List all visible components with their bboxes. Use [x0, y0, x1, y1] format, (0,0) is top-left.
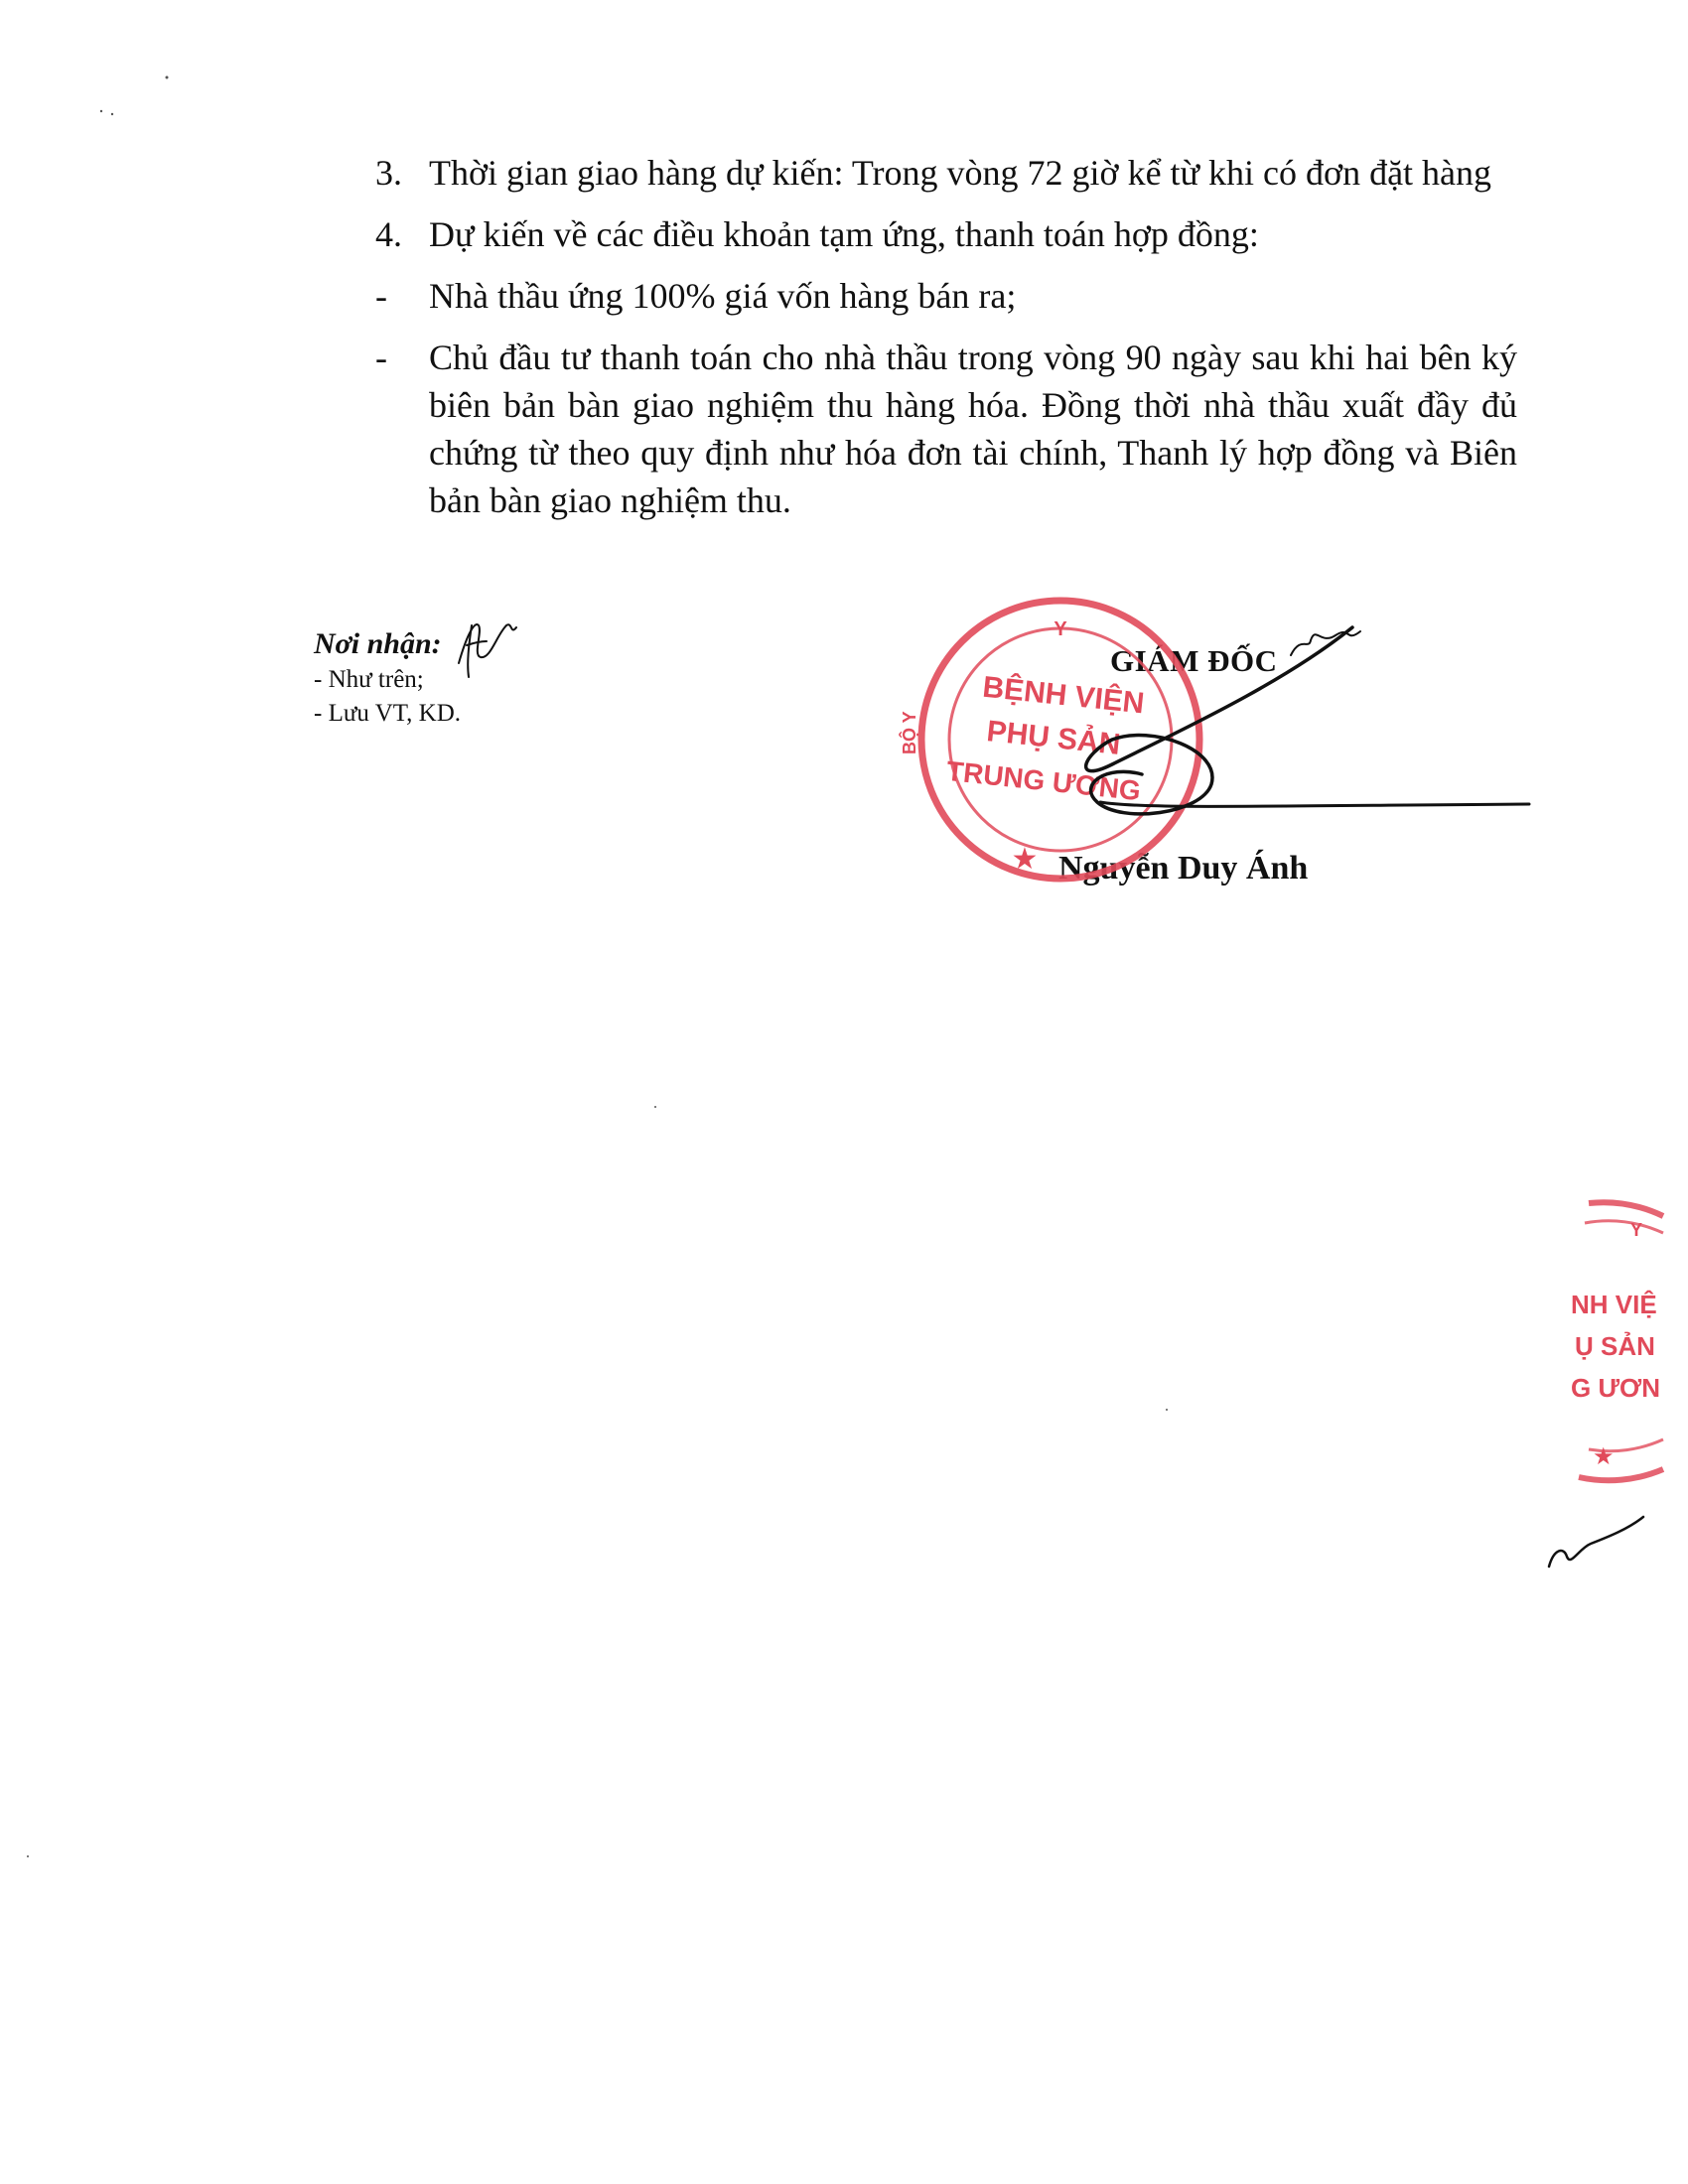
margin-initial-icon — [1549, 1517, 1643, 1567]
item-marker: 3. — [375, 153, 402, 193]
recipient-line: - Lưu VT, KD. — [314, 700, 462, 727]
item-text: Chủ đầu tư thanh toán cho nhà thầu trong vòng 90 ngày sau khi hai bên ký biên bản bàn giao nghiệm thu hàng hóa. Đồng thời nhà thầu xuất đầy đủ chứng từ theo quy định như hóa đơn tài chính, Thanh lý hợp đồng và Biên bản bàn giao nghiệm thu. — [429, 338, 1517, 520]
stamp-line-1: BỆNH VIỆN — [981, 670, 1146, 721]
item-marker: - — [375, 338, 387, 377]
list-item — [375, 149, 1517, 197]
partial-seal-icon — [1571, 1202, 1663, 1480]
official-seal-icon — [899, 601, 1199, 879]
svg-text:★: ★ — [1011, 843, 1039, 876]
item-text: Dự kiến về các điều khoản tạm ứng, thanh toán hợp đồng: — [429, 214, 1259, 254]
partial-stamp-line-1: NH VIỆ — [1571, 1290, 1657, 1319]
terms-list — [375, 149, 1517, 538]
stamp-line-2: PHỤ SẢN — [985, 715, 1122, 762]
partial-stamp-line-3: G ƯƠN — [1571, 1373, 1660, 1403]
list-item — [375, 210, 1517, 258]
item-text: Thời gian giao hàng dự kiến: Trong vòng 72 giờ kể từ khi có đơn đặt hàng — [429, 153, 1492, 193]
stamp-line-3: TRUNG ƯƠNG — [944, 754, 1143, 807]
recipients-block — [314, 625, 461, 731]
partial-stamp-line-2: Ụ SẢN — [1575, 1331, 1655, 1361]
recipient-line: - Như trên; — [314, 666, 424, 693]
svg-text:★: ★ — [1593, 1443, 1615, 1470]
item-marker: - — [375, 276, 387, 316]
svg-text:Y: Y — [1629, 1220, 1643, 1240]
svg-text:Y: Y — [1054, 618, 1067, 640]
list-item — [375, 334, 1517, 524]
stamp-ring-text: BỘ Y — [900, 711, 919, 754]
initials-icon — [459, 624, 516, 677]
signer-name: Nguyễn Duy Ánh — [1058, 850, 1309, 887]
item-marker: 4. — [375, 214, 402, 254]
signature-title: GIÁM ĐỐC — [1110, 643, 1278, 678]
list-item — [375, 272, 1517, 320]
recipients-label: Nơi nhận: — [314, 627, 442, 660]
item-text: Nhà thầu ứng 100% giá vốn hàng bán ra; — [429, 276, 1017, 316]
